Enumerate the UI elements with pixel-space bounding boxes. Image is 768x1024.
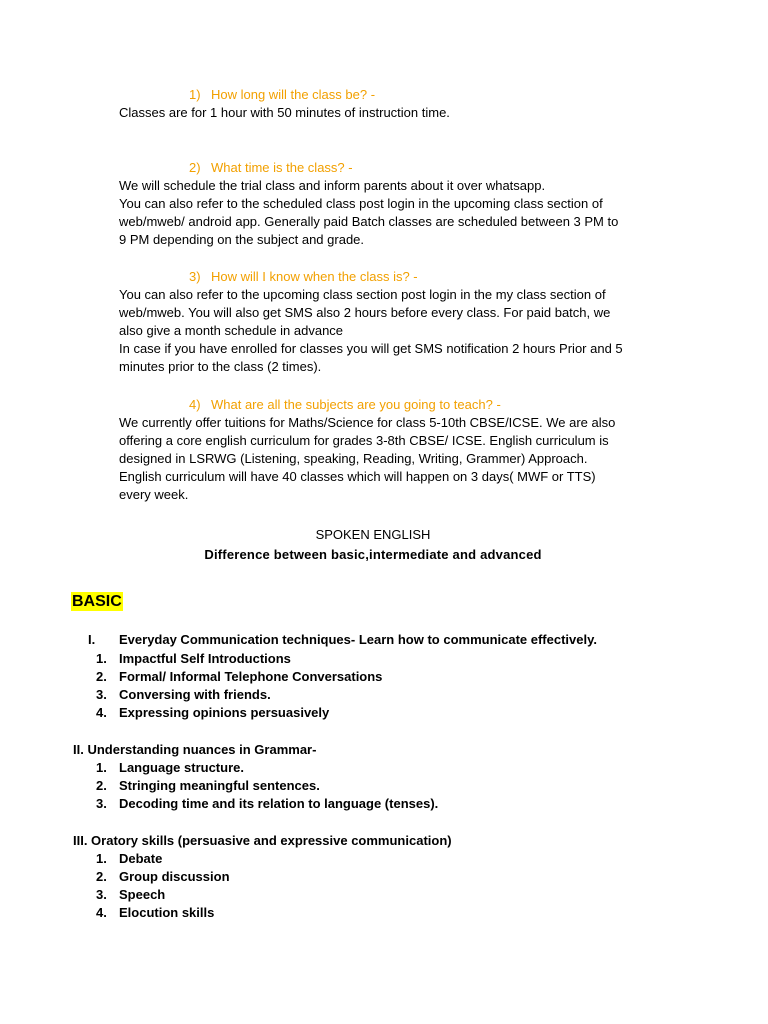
- answer-line: 9 PM depending on the subject and grade.: [119, 232, 365, 247]
- faq-question-4: [189, 396, 501, 414]
- list-number: 1.: [96, 760, 107, 775]
- faq-question-text: What time is the class? -: [211, 160, 353, 175]
- list-text: Language structure.: [119, 760, 244, 775]
- list-item: [96, 868, 230, 886]
- section-title-1: [88, 631, 597, 649]
- list-number: 1.: [96, 851, 107, 866]
- faq-question-text: How long will the class be? -: [211, 87, 376, 102]
- answer-line: every week.: [119, 487, 189, 502]
- answer-line: offering a core english curriculum for grades 3-8th CBSE/ ICSE. English curriculum is: [119, 433, 609, 448]
- faq-answer-4: [119, 414, 679, 504]
- list-text: Elocution skills: [119, 905, 215, 920]
- answer-line: You can also refer to the upcoming class section post login in the my class section of: [119, 287, 606, 302]
- list-number: 3.: [96, 687, 107, 702]
- faq-number: 4): [189, 397, 201, 412]
- list-item: [96, 668, 382, 686]
- list-text: Formal/ Informal Telephone Conversations: [119, 669, 383, 684]
- list-number: 3.: [96, 796, 107, 811]
- list-text: Expressing opinions persuasively: [119, 705, 330, 720]
- spoken-english-subtitle: Difference between basic,intermediate and advanced: [204, 547, 542, 562]
- list-number: 1.: [96, 651, 107, 666]
- section-title-2: II. Understanding nuances in Grammar-: [73, 742, 317, 757]
- answer-line: web/mweb. You will also get SMS also 2 hours before every class. For paid batch, we: [119, 305, 611, 320]
- list-number: 4.: [96, 705, 107, 720]
- list-number: 2.: [96, 778, 107, 793]
- list-text: Debate: [119, 851, 163, 866]
- list-text: Speech: [119, 887, 166, 902]
- list-item: [96, 759, 244, 777]
- faq-question-3: [189, 268, 418, 286]
- answer-line: web/mweb/ android app. Generally paid Batch classes are scheduled between 3 PM to: [119, 214, 619, 229]
- faq-number: 3): [189, 269, 201, 284]
- list-number: 4.: [96, 905, 107, 920]
- faq-question-1: [189, 86, 375, 104]
- basic-heading: BASIC: [72, 593, 122, 610]
- list-text: Decoding time and its relation to language (tenses).: [119, 796, 439, 811]
- list-item: [96, 904, 214, 922]
- answer-line: We will schedule the trial class and inform parents about it over whatsapp.: [119, 178, 546, 193]
- faq-question-text: How will I know when the class is? -: [211, 269, 418, 284]
- list-number: 2.: [96, 869, 107, 884]
- section-title-text: Everyday Communication techniques- Learn how to communicate effectively.: [119, 632, 597, 647]
- faq-answer-1: [119, 104, 679, 122]
- list-text: Conversing with friends.: [119, 687, 271, 702]
- answer-line: minutes prior to the class (2 times).: [119, 359, 322, 374]
- list-item: [96, 795, 438, 813]
- faq-answer-2: [119, 177, 679, 249]
- answer-line: Classes are for 1 hour with 50 minutes of instruction time.: [119, 105, 450, 120]
- list-item: [96, 850, 162, 868]
- faq-question-text: What are all the subjects are you going to teach? -: [211, 397, 501, 412]
- list-item: [96, 650, 291, 668]
- faq-number: 2): [189, 160, 201, 175]
- faq-number: 1): [189, 87, 201, 102]
- list-item: [96, 886, 165, 904]
- answer-line: English curriculum will have 40 classes which will happen on 3 days( MWF or TTS): [119, 469, 596, 484]
- list-text: Stringing meaningful sentences.: [119, 778, 320, 793]
- list-number: 3.: [96, 887, 107, 902]
- faq-answer-3: [119, 286, 679, 376]
- answer-line: You can also refer to the scheduled class post login in the upcoming class section of: [119, 196, 603, 211]
- answer-line: also give a month schedule in advance: [119, 323, 344, 338]
- list-text: Group discussion: [119, 869, 230, 884]
- faq-question-2: [189, 159, 353, 177]
- answer-line: designed in LSRWG (Listening, speaking, Reading, Writing, Grammer) Approach.: [119, 451, 588, 466]
- answer-line: We currently offer tuitions for Maths/Science for class 5-10th CBSE/ICSE. We are also: [119, 415, 616, 430]
- list-item: [96, 686, 271, 704]
- list-item: [96, 777, 320, 795]
- section-numeral: I.: [88, 632, 96, 647]
- answer-line: In case if you have enrolled for classes you will get SMS notification 2 hours Prior and 5: [119, 341, 623, 356]
- list-item: [96, 704, 329, 722]
- spoken-english-title: SPOKEN ENGLISH: [315, 527, 431, 542]
- list-text: Impactful Self Introductions: [119, 651, 291, 666]
- list-number: 2.: [96, 669, 107, 684]
- section-title-3: III. Oratory skills (persuasive and expressive communication): [73, 833, 452, 848]
